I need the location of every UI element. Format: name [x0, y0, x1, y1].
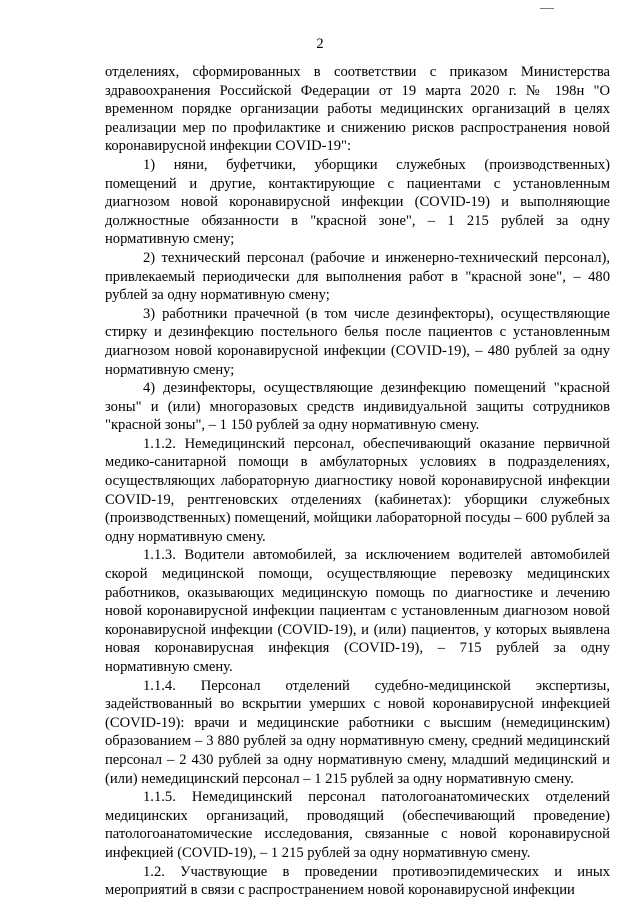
paragraph-clause-1-1-3: 1.1.3. Водители автомобилей, за исключением водителей автомобилей скорой медицинской помощи, осуществляющие перевозку медицинских работников, оказывающих медицинскую помощь по диагностике и лечению новой коронавирусной инфекции пациентам с установленным диагнозом новой коронавирусной инфекции (COVID-19), и (или) пациентов, у которых выявлена новая коронавирусная инфекция (COVID-19), – 715 рублей за одну нормативную смену.	[105, 547, 610, 675]
paragraph-item-1: 1) няни, буфетчики, уборщики служебных (производственных) помещений и другие, контактирующие с пациентами с установленным диагнозом новой коронавирусной инфекции (COVID-19) и выполняющие должностные обязанности в "красной зоне", – 1 215 рублей за одну нормативную смену;	[105, 156, 610, 248]
paragraph-item-2: 2) технический персонал (рабочие и инженерно-технический персонал), привлекаемый периодически для выполнения работ в "красной зоне", – 480 рублей за одну нормативную смену;	[105, 249, 610, 304]
paragraph-clause-1-1-2: 1.1.2. Немедицинский персонал, обеспечивающий оказание первичной медико-санитарной помощи в амбулаторных условиях в подразделениях, осуществляющих лабораторную диагностику новой коронавирусной инфекции COVID-19, рентгеновских отделениях (кабинетах): уборщики служебных (производственных) помещений, мойщики лабораторной посуды – 600 рублей за одну нормативную смену.	[105, 435, 610, 545]
document-body	[105, 63, 610, 900]
paragraph-intro: отделениях, сформированных в соответствии с приказом Министерства здравоохранения Российской Федерации от 19 марта 2020 г. № 198н "О временном порядке организации работы медицинских организаций в целях реализации мер по профилактике и снижению рисков распространения новой коронавирусной инфекции COVID-19":	[105, 64, 610, 155]
page-number: 2	[316, 36, 324, 52]
scan-mark	[540, 8, 554, 9]
paragraph-clause-1-2: 1.2. Участвующие в проведении противоэпидемических и иных мероприятий в связи с распространением новой коронавирусной инфекции	[105, 863, 610, 899]
paragraph-clause-1-1-4: 1.1.4. Персонал отделений судебно-медицинской экспертизы, задействованный во вскрытии умерших с новой коронавирусной инфекцией (COVID-19): врачи и медицинские работники с высшим (немедицинским) образованием – 3 880 рублей за одну нормативную смену, средний медицинский персонал – 2 430 рублей за одну нормативную смену, младший медицинский и (или) немедицинский персонал – 1 215 рублей за одну нормативную смену.	[105, 677, 610, 787]
paragraph-clause-1-1-5: 1.1.5. Немедицинский персонал патологоанатомических отделений медицинских организаций, проводящий (обеспечивающий проведение) патологоанатомические исследования, связанные с новой коронавирусной инфекцией (COVID-19), – 1 215 рублей за одну нормативную смену.	[105, 789, 610, 861]
paragraph-item-4: 4) дезинфекторы, осуществляющие дезинфекцию помещений "красной зоны" и (или) многоразовых средств индивидуальной защиты сотрудников "красной зоны", – 1 150 рублей за одну нормативную смену.	[105, 380, 610, 434]
paragraph-item-3: 3) работники прачечной (в том числе дезинфекторы), осуществляющие стирку и дезинфекцию постельного белья после пациентов с установленным диагнозом новой коронавирусной инфекции (COVID-19), – 480 рублей за одну нормативную смену;	[105, 305, 610, 378]
